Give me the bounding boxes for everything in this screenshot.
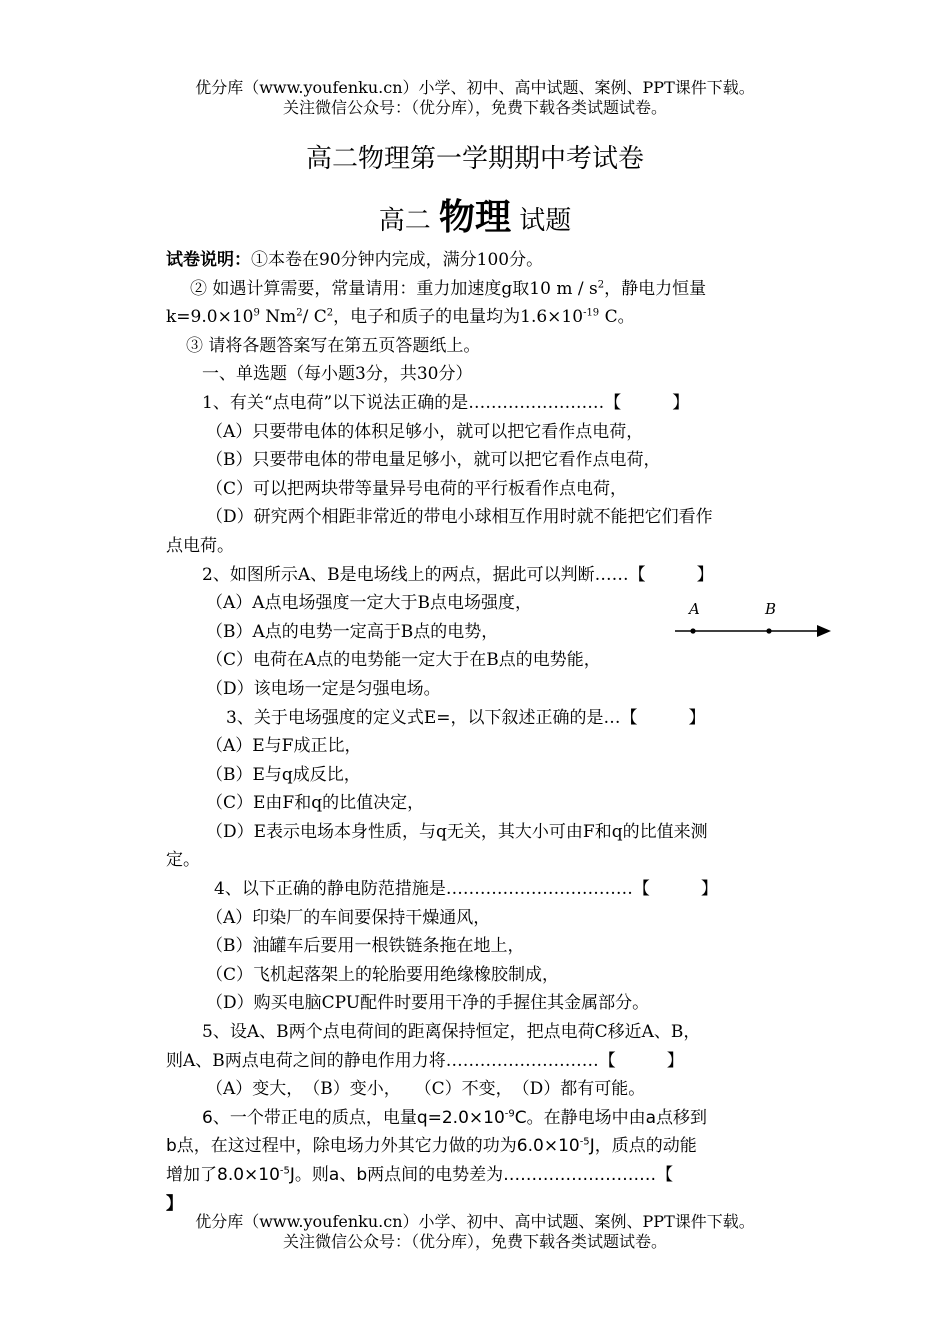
page-subtitle [0, 198, 950, 241]
exam-body [166, 246, 788, 1218]
q6-line-2 [166, 1132, 788, 1161]
q5-options: （A）变大， （B）变小， （C）不变， （D）都有可能。 [206, 1079, 646, 1100]
q2-option-b: （B）A点的电势一定高于B点的电势， [206, 621, 499, 642]
instruction-2-cont [166, 303, 788, 332]
q5-stem-cont: 则A、B两点电荷之间的静电作用力将………………………【 】 [166, 1050, 684, 1071]
instr2-g: C。 [599, 307, 635, 328]
instruction-2 [166, 275, 788, 304]
q3-option-a: （A）E与F成正比， [206, 736, 362, 757]
instr2-a: ② 如遇计算需要，常量请用：重力加速度g取10 m / s [190, 278, 598, 299]
instruction-3: ③ 请将各题答案写在第五页答题纸上。 [186, 335, 481, 356]
q2-option-c: （C）电荷在A点的电势能一定大于在B点的电势能， [206, 650, 601, 671]
q4-option-c: （C）飞机起落架上的轮胎要用绝缘橡胶制成， [206, 964, 560, 985]
q4-option-d: （D）购买电脑CPU配件时要用干净的手握住其金属部分。 [206, 993, 650, 1014]
q2-option-a: （A）A点电场强度一定大于B点电场强度， [206, 593, 533, 614]
q6-l2-b: J，质点的动能 [589, 1136, 697, 1157]
section-heading: 一、单选题（每小题3分，共30分） [202, 364, 473, 385]
q4-stem: 4、以下正确的静电防范措施是……………………………【 】 [214, 879, 718, 900]
header-line-1: 优分库（www.youfenku.cn）小学、初中、高中试题、案例、PPT课件下载。 [195, 78, 755, 97]
q3-stem: 3、关于电场强度的定义式E=，以下叙述正确的是…【 】 [226, 707, 706, 728]
q4-option-a: （A）印染厂的车间要保持干燥通风， [206, 907, 491, 928]
instructions-label: 试卷说明： [166, 250, 251, 270]
q3-option-d: （D）E表示电场本身性质，与q无关，其大小可由F和q的比值来测 [206, 821, 708, 842]
instr2-sup5: -19 [583, 307, 600, 319]
figure-label-b: B [765, 600, 777, 618]
instruction-1 [166, 246, 788, 275]
q5-stem: 5、设A、B两个点电荷间的距离保持恒定，把点电荷C移近A、B， [202, 1022, 701, 1043]
q1-option-d: （D）研究两个相距非常近的带电小球相互作用时就不能把它们看作 [206, 507, 713, 528]
q6-line-3 [166, 1161, 788, 1190]
footer-line-1: 优分库（www.youfenku.cn）小学、初中、高中试题、案例、PPT课件下载。 [195, 1212, 755, 1231]
field-arrowhead-icon [817, 625, 831, 637]
q6-l2-a: b点，在这过程中，除电场力外其它力做的功为6.0×10 [166, 1136, 580, 1157]
subtitle-post: 试题 [511, 206, 572, 236]
q2-option-d: （D）该电场一定是匀强电场。 [206, 678, 441, 699]
q6-l1-b: C。在静电场中由a点移到 [514, 1107, 708, 1128]
q1-option-a: （A）只要带电体的体积足够小，就可以把它看作点电荷， [206, 421, 644, 442]
instr2-sup2: 9 [253, 307, 260, 319]
q2-stem: 2、如图所示A、B是电场线上的两点，据此可以判断……【 】 [202, 564, 714, 585]
instruction-1-text: ①本卷在90分钟内完成，满分100分。 [251, 250, 544, 270]
q6-l1-sup: -9 [504, 1108, 515, 1120]
figure-label-a: A [689, 600, 700, 618]
instr2-e: / C [302, 307, 327, 328]
instr2-sup1: 2 [597, 278, 605, 290]
q3-option-d-cont: 定。 [166, 850, 200, 871]
q1-option-c: （C）可以把两块带等量异号电荷的平行板看作点电荷， [206, 478, 628, 499]
header-line-2: 关注微信公众号：（优分库），免费下载各类试题试卷。 [282, 98, 667, 117]
q3-option-b: （B）E与q成反比， [206, 764, 361, 785]
q6-l3-a: 增加了8.0×10 [166, 1165, 280, 1185]
instr2-f: ，电子和质子的电量均为1.6×10 [333, 307, 584, 328]
electric-field-line-figure [675, 598, 835, 642]
q6-l3-sup: -5 [279, 1165, 290, 1177]
instr2-b: ，静电力恒量 [604, 278, 707, 299]
subtitle-subject: 物理 [438, 197, 511, 238]
q6-line-4: 】 [166, 1193, 183, 1214]
q6-l2-sup: -5 [579, 1136, 590, 1148]
q1-stem: 1、有关“点电荷”以下说法正确的是……………………【 】 [202, 392, 690, 413]
q1-option-b: （B）只要带电体的带电量足够小，就可以把它看作点电荷， [206, 450, 661, 471]
instr2-d: Nm [259, 307, 297, 328]
instr2-sup4: 2 [326, 307, 334, 319]
instr2-c: k=9.0×10 [166, 307, 254, 328]
instr2-sup3: 2 [296, 307, 303, 319]
subtitle-pre: 高二 [378, 206, 439, 236]
q4-option-b: （B）油罐车后要用一根铁链条拖在地上， [206, 936, 525, 957]
point-b-dot [766, 628, 771, 633]
point-a-dot [690, 628, 695, 633]
q6-line-1 [166, 1104, 788, 1133]
q1-option-d-cont: 点电荷。 [166, 535, 234, 556]
q6-l3-b: J。则a、b两点间的电势差为………………………【 [289, 1165, 674, 1185]
q3-option-c: （C）E由F和q的比值决定， [206, 793, 425, 814]
page-title: 高二物理第一学期期中考试卷 [305, 144, 644, 174]
footer-line-2: 关注微信公众号：（优分库），免费下载各类试题试卷。 [282, 1232, 667, 1251]
q6-l1-a: 6、一个带正电的质点，电量q=2.0×10 [202, 1107, 505, 1128]
